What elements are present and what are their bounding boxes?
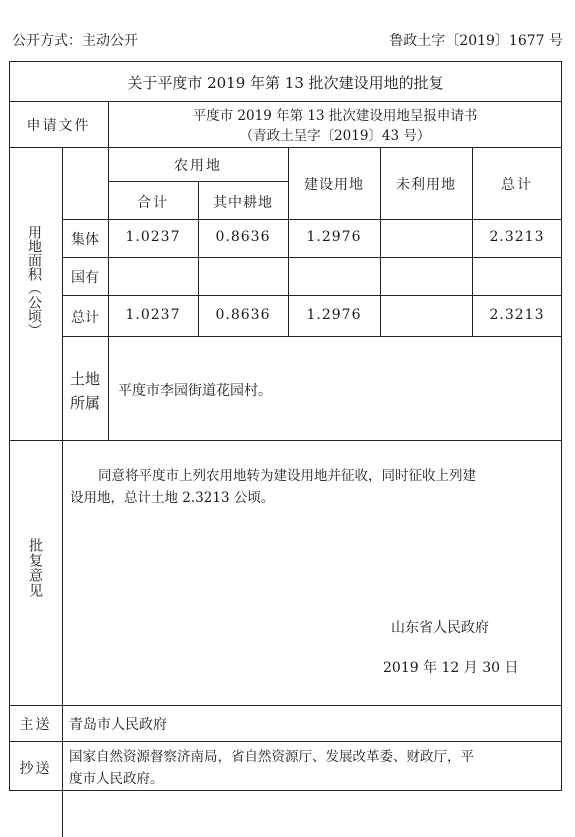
rule-approval-bottom [9, 705, 562, 706]
header-farmland: 农用地 [174, 158, 222, 174]
row-label-state: 国有 [71, 270, 99, 286]
header-unused: 未利用地 [396, 177, 456, 193]
cell-collective-construction: 1.2976 [306, 229, 362, 245]
cell-total-construction: 1.2976 [306, 307, 362, 323]
rule-row3-bottom [62, 336, 562, 337]
row-label-total: 总计 [71, 310, 99, 326]
approval-text-line1: 同意将平度市上列农用地转为建设用地并征收，同时征收上列建 [98, 468, 476, 484]
approval-date: 2019 年 12 月 30 日 [383, 660, 519, 676]
rule-main-bottom [9, 741, 562, 742]
rule-table-header-bottom [62, 219, 562, 220]
area-side-label: 用地面积（公顷） [26, 225, 42, 337]
document-title: 关于平度市 2019 年第 13 批次建设用地的批复 [127, 74, 444, 92]
row-label-collective: 集体 [71, 232, 99, 248]
cell-total-arable: 0.8636 [215, 307, 271, 323]
application-label: 申请文件 [26, 118, 91, 134]
rule-application-bottom [9, 147, 562, 148]
rule-label-column [62, 147, 63, 837]
header-arable: 其中耕地 [213, 195, 273, 211]
cc-label: 抄送 [19, 761, 52, 777]
application-title: 平度市 2019 年第 13 批次建设用地呈报申请书 [192, 108, 478, 124]
approving-authority: 山东省人民政府 [391, 620, 489, 636]
cell-total-farm-total: 1.0237 [125, 307, 181, 323]
document-number: 鲁政土字〔2019〕1677 号 [389, 33, 563, 49]
application-reference: （青政土呈字〔2019〕43 号） [239, 128, 431, 144]
main-recipient-label: 主送 [19, 717, 52, 733]
cell-collective-total: 2.3213 [489, 229, 545, 245]
rule-row1-bottom [62, 257, 562, 258]
header-farmland-total: 合计 [137, 195, 169, 211]
main-recipient-value: 青岛市人民政府 [69, 717, 167, 733]
rule-area-bottom [9, 440, 562, 441]
rule-row-label-column [108, 147, 109, 440]
rule-row2-bottom [62, 295, 562, 296]
cc-line2: 度市人民政府。 [69, 771, 164, 787]
cell-collective-farm-total: 1.0237 [125, 229, 181, 245]
cc-line1: 国家自然资源督察济南局，省自然资源厅、发展改革委、财政厅，平 [69, 749, 474, 765]
header-construction: 建设用地 [304, 177, 364, 193]
land-owner-value: 平度市李园街道花园村。 [118, 383, 272, 399]
rule-title-bottom [9, 101, 562, 102]
approval-text-line2: 设用地，总计土地 2.3213 公顷。 [70, 490, 275, 506]
approval-side-label: 批复意见 [27, 538, 43, 598]
cell-total-total: 2.3213 [489, 307, 545, 323]
land-owner-label-line2: 所属 [69, 394, 100, 412]
cell-collective-arable: 0.8636 [215, 229, 271, 245]
header-total: 总计 [501, 177, 533, 193]
disclosure-mode: 公开方式：主动公开 [12, 33, 138, 49]
land-owner-label-line1: 土地 [69, 370, 100, 388]
